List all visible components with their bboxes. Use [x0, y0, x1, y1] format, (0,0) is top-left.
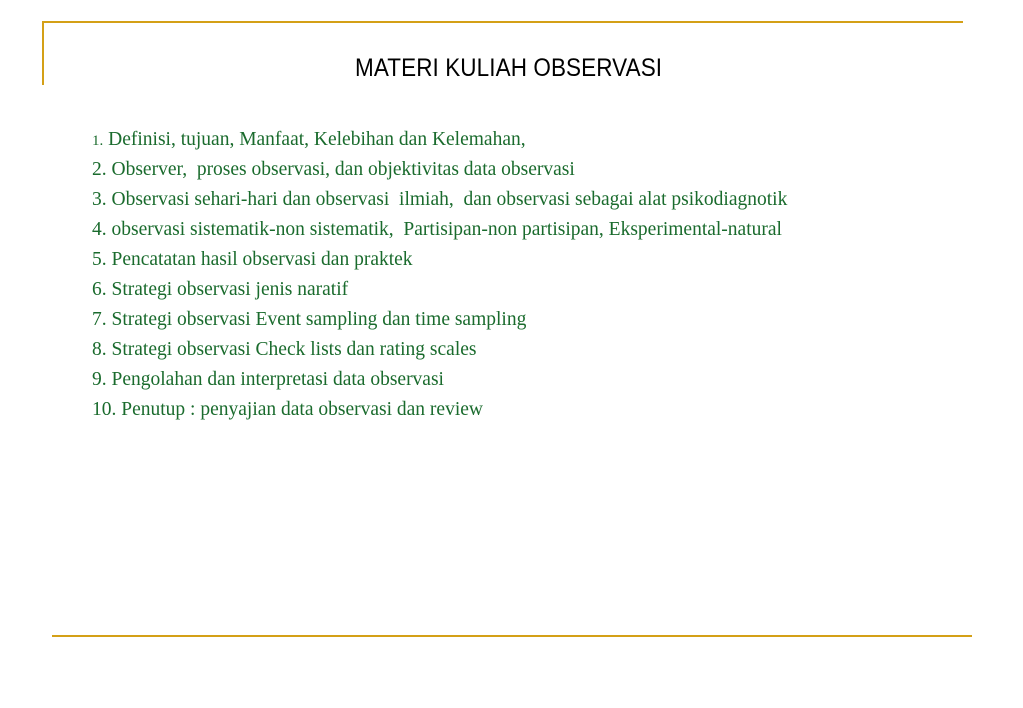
topic-text: Penutup : penyajian data observasi dan review — [116, 399, 483, 420]
topic-text: Observasi sehari-hari dan observasi ilmiah, dan observasi sebagai alat psikodiagnotik — [106, 189, 788, 210]
topic-item-2 — [92, 155, 787, 185]
topic-number: 10. — [92, 399, 117, 420]
topic-number: 9. — [92, 369, 107, 390]
topic-item-10 — [92, 395, 787, 425]
topic-number: 5. — [92, 249, 107, 270]
topic-number: 1. — [92, 133, 104, 149]
topic-item-7 — [92, 305, 787, 335]
topic-item-5 — [92, 245, 787, 275]
topic-text: Pengolahan dan interpretasi data observasi — [106, 369, 444, 390]
topic-item-1 — [92, 125, 787, 155]
left-border-line — [42, 21, 44, 85]
topic-text: Strategi observasi Event sampling dan time sampling — [106, 309, 527, 330]
topic-text: Strategi observasi jenis naratif — [106, 279, 349, 300]
topic-item-4 — [92, 215, 787, 245]
bottom-border-line — [52, 635, 972, 637]
topic-number: 7. — [92, 309, 107, 330]
topic-text: Observer, proses observasi, dan objektivitas data observasi — [106, 159, 575, 180]
topic-text: Strategi observasi Check lists dan rating scales — [106, 339, 477, 360]
topic-number: 3. — [92, 189, 107, 210]
topic-number: 8. — [92, 339, 107, 360]
topic-item-6 — [92, 275, 787, 305]
topic-text: Definisi, tujuan, Manfaat, Kelebihan dan Kelemahan, — [103, 129, 526, 150]
topic-text: observasi sistematik-non sistematik, Partisipan-non partisipan, Eksperimental-natural — [106, 219, 782, 240]
topic-number: 6. — [92, 279, 107, 300]
topic-text: Pencatatan hasil observasi dan praktek — [106, 249, 413, 270]
topic-number: 4. — [92, 219, 107, 240]
topic-item-3 — [92, 185, 787, 215]
topic-item-9 — [92, 365, 787, 395]
topic-list — [92, 125, 787, 425]
topic-item-8 — [92, 335, 787, 365]
top-border-line — [42, 21, 963, 23]
topic-number: 2. — [92, 159, 107, 180]
slide-title: MATERI KULIAH OBSERVASI — [355, 54, 663, 82]
